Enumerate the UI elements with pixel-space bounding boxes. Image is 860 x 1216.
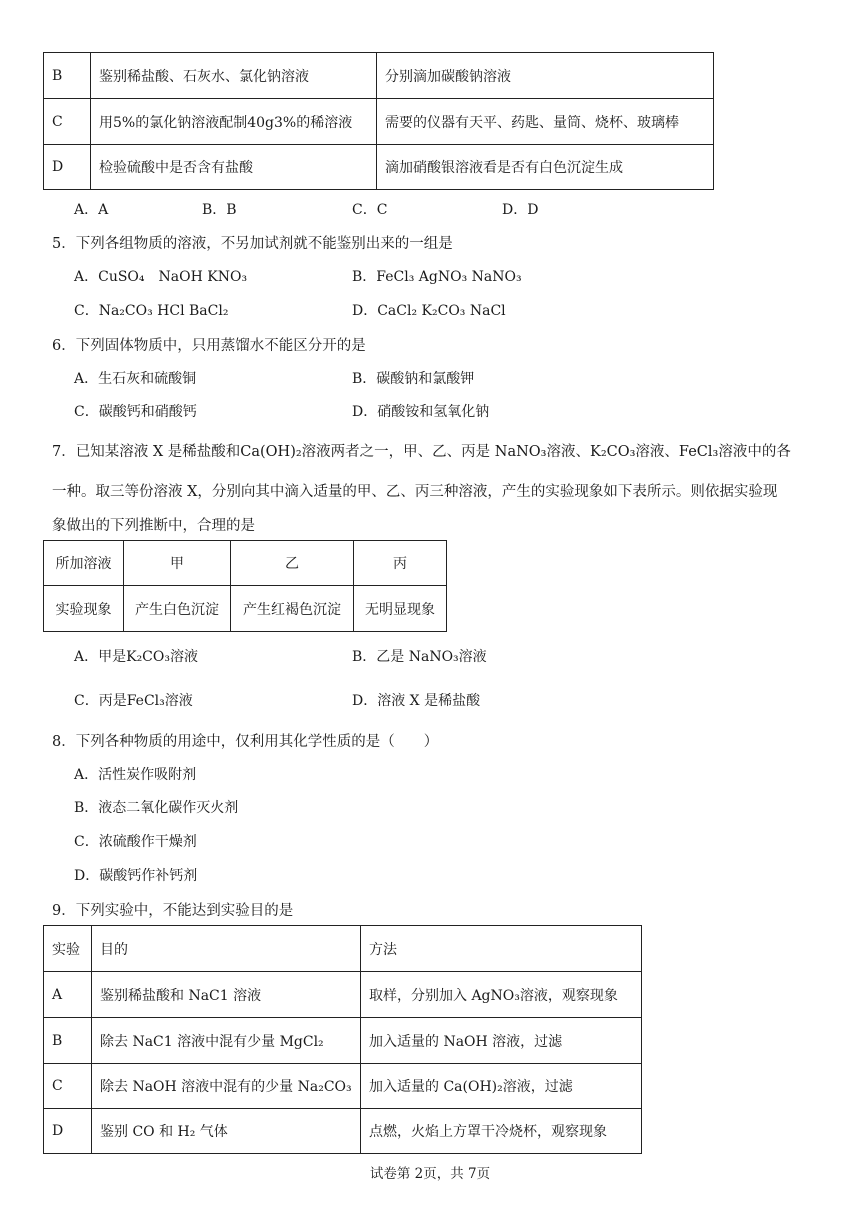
- page-footer: 试卷第 2页，共 7页: [369, 1166, 491, 1182]
- table-cell: 目的: [92, 926, 361, 972]
- table-row: [44, 972, 642, 1018]
- q7-option-d: D．溶液 X 是稀盐酸: [352, 693, 481, 709]
- q6-option-c: C．碳酸钙和硝酸钙: [74, 404, 197, 420]
- q7-stem-line3: 象做出的下列推断中，合理的是: [52, 518, 255, 534]
- table-cell: 产生白色沉淀: [124, 586, 231, 632]
- q5-option-d: D．CaCl₂ K₂CO₃ NaCl: [352, 303, 506, 319]
- q4-option-d: D．D: [502, 202, 539, 218]
- q4-option-a: A．A: [74, 202, 109, 218]
- table-row: [44, 99, 714, 145]
- top-table: [43, 52, 714, 190]
- q7-stem-line1: 7．已知某溶液 X 是稀盐酸和Ca(OH)₂溶液两者之一，甲、乙、丙是 NaNO₃溶液、K₂CO₃溶液、FeCl₃溶液中的各: [52, 444, 791, 460]
- table-row: [44, 1018, 642, 1064]
- table-row: [44, 145, 714, 190]
- table-cell: 加入适量的 NaOH 溶液，过滤: [361, 1018, 642, 1064]
- table-row: [44, 926, 642, 972]
- table-cell: C: [44, 99, 91, 145]
- table-cell: 产生红褐色沉淀: [231, 586, 354, 632]
- q8-option-d: D．碳酸钙作补钙剂: [74, 868, 198, 884]
- table-cell: 用5%的氯化钠溶液配制40g3%的稀溶液: [91, 99, 377, 145]
- table-cell: 鉴别 CO 和 H₂ 气体: [92, 1109, 361, 1154]
- q6-option-d: D．硝酸铵和氢氧化钠: [352, 404, 490, 420]
- table-row: [44, 1064, 642, 1109]
- table-cell: 实验现象: [44, 586, 124, 632]
- table-cell: 除去 NaOH 溶液中混有的少量 Na₂CO₃: [92, 1064, 361, 1109]
- q7-option-b: B．乙是 NaNO₃溶液: [352, 649, 487, 665]
- q6-stem: 6．下列固体物质中，只用蒸馏水不能区分开的是: [52, 338, 366, 354]
- q7-stem-line2: 一种。取三等份溶液 X，分别向其中滴入适量的甲、乙、丙三种溶液，产生的实验现象如下表所示。则依据实验现: [52, 484, 778, 500]
- table-cell: 乙: [231, 541, 354, 586]
- q5-stem: 5．下列各组物质的溶液，不另加试剂就不能鉴别出来的一组是: [52, 236, 453, 252]
- table-cell: B: [44, 1018, 92, 1064]
- table-cell: 需要的仪器有天平、药匙、量筒、烧杯、玻璃棒: [377, 99, 714, 145]
- q9-stem: 9．下列实验中，不能达到实验目的是: [52, 903, 294, 919]
- q4-option-c: C．C: [352, 202, 388, 218]
- table-cell: 鉴别稀盐酸、石灰水、氯化钠溶液: [91, 53, 377, 99]
- q4-option-b: B．B: [202, 202, 237, 218]
- table-cell: 甲: [124, 541, 231, 586]
- table-cell: 方法: [361, 926, 642, 972]
- table-cell: 加入适量的 Ca(OH)₂溶液，过滤: [361, 1064, 642, 1109]
- table-cell: 点燃，火焰上方罩干冷烧杯，观察现象: [361, 1109, 642, 1154]
- q9-table: [43, 925, 642, 1154]
- table-row: [44, 1109, 642, 1154]
- q8-stem: 8．下列各种物质的用途中，仅利用其化学性质的是（ ）: [52, 734, 439, 750]
- q8-option-c: C．浓硫酸作干燥剂: [74, 834, 197, 850]
- q5-option-c: C．Na₂CO₃ HCl BaCl₂: [74, 303, 229, 319]
- table-cell: 滴加硝酸银溶液看是否有白色沉淀生成: [377, 145, 714, 190]
- table-row: [44, 586, 447, 632]
- q8-option-b: B．液态二氧化碳作灭火剂: [74, 800, 239, 816]
- table-cell: D: [44, 145, 91, 190]
- table-cell: 丙: [354, 541, 447, 586]
- table-cell: 实验: [44, 926, 92, 972]
- q7-option-a: A．甲是K₂CO₃溶液: [74, 649, 198, 665]
- q8-option-a: A．活性炭作吸附剂: [74, 767, 197, 783]
- table-cell: D: [44, 1109, 92, 1154]
- q5-option-b: B．FeCl₃ AgNO₃ NaNO₃: [352, 269, 522, 285]
- table-cell: C: [44, 1064, 92, 1109]
- q7-table: [43, 540, 447, 632]
- table-cell: 鉴别稀盐酸和 NaC1 溶液: [92, 972, 361, 1018]
- table-cell: 检验硫酸中是否含有盐酸: [91, 145, 377, 190]
- table-cell: 取样，分别加入 AgNO₃溶液，观察现象: [361, 972, 642, 1018]
- table-row: [44, 53, 714, 99]
- q6-option-b: B．碳酸钠和氯酸钾: [352, 371, 475, 387]
- table-cell: 无明显现象: [354, 586, 447, 632]
- table-cell: 所加溶液: [44, 541, 124, 586]
- q5-option-a: A．CuSO₄ NaOH KNO₃: [74, 269, 248, 285]
- table-cell: A: [44, 972, 92, 1018]
- table-cell: 分别滴加碳酸钠溶液: [377, 53, 714, 99]
- table-cell: B: [44, 53, 91, 99]
- q7-option-c: C．丙是FeCl₃溶液: [74, 693, 193, 709]
- table-cell: 除去 NaC1 溶液中混有少量 MgCl₂: [92, 1018, 361, 1064]
- table-row: [44, 541, 447, 586]
- q6-option-a: A．生石灰和硫酸铜: [74, 371, 197, 387]
